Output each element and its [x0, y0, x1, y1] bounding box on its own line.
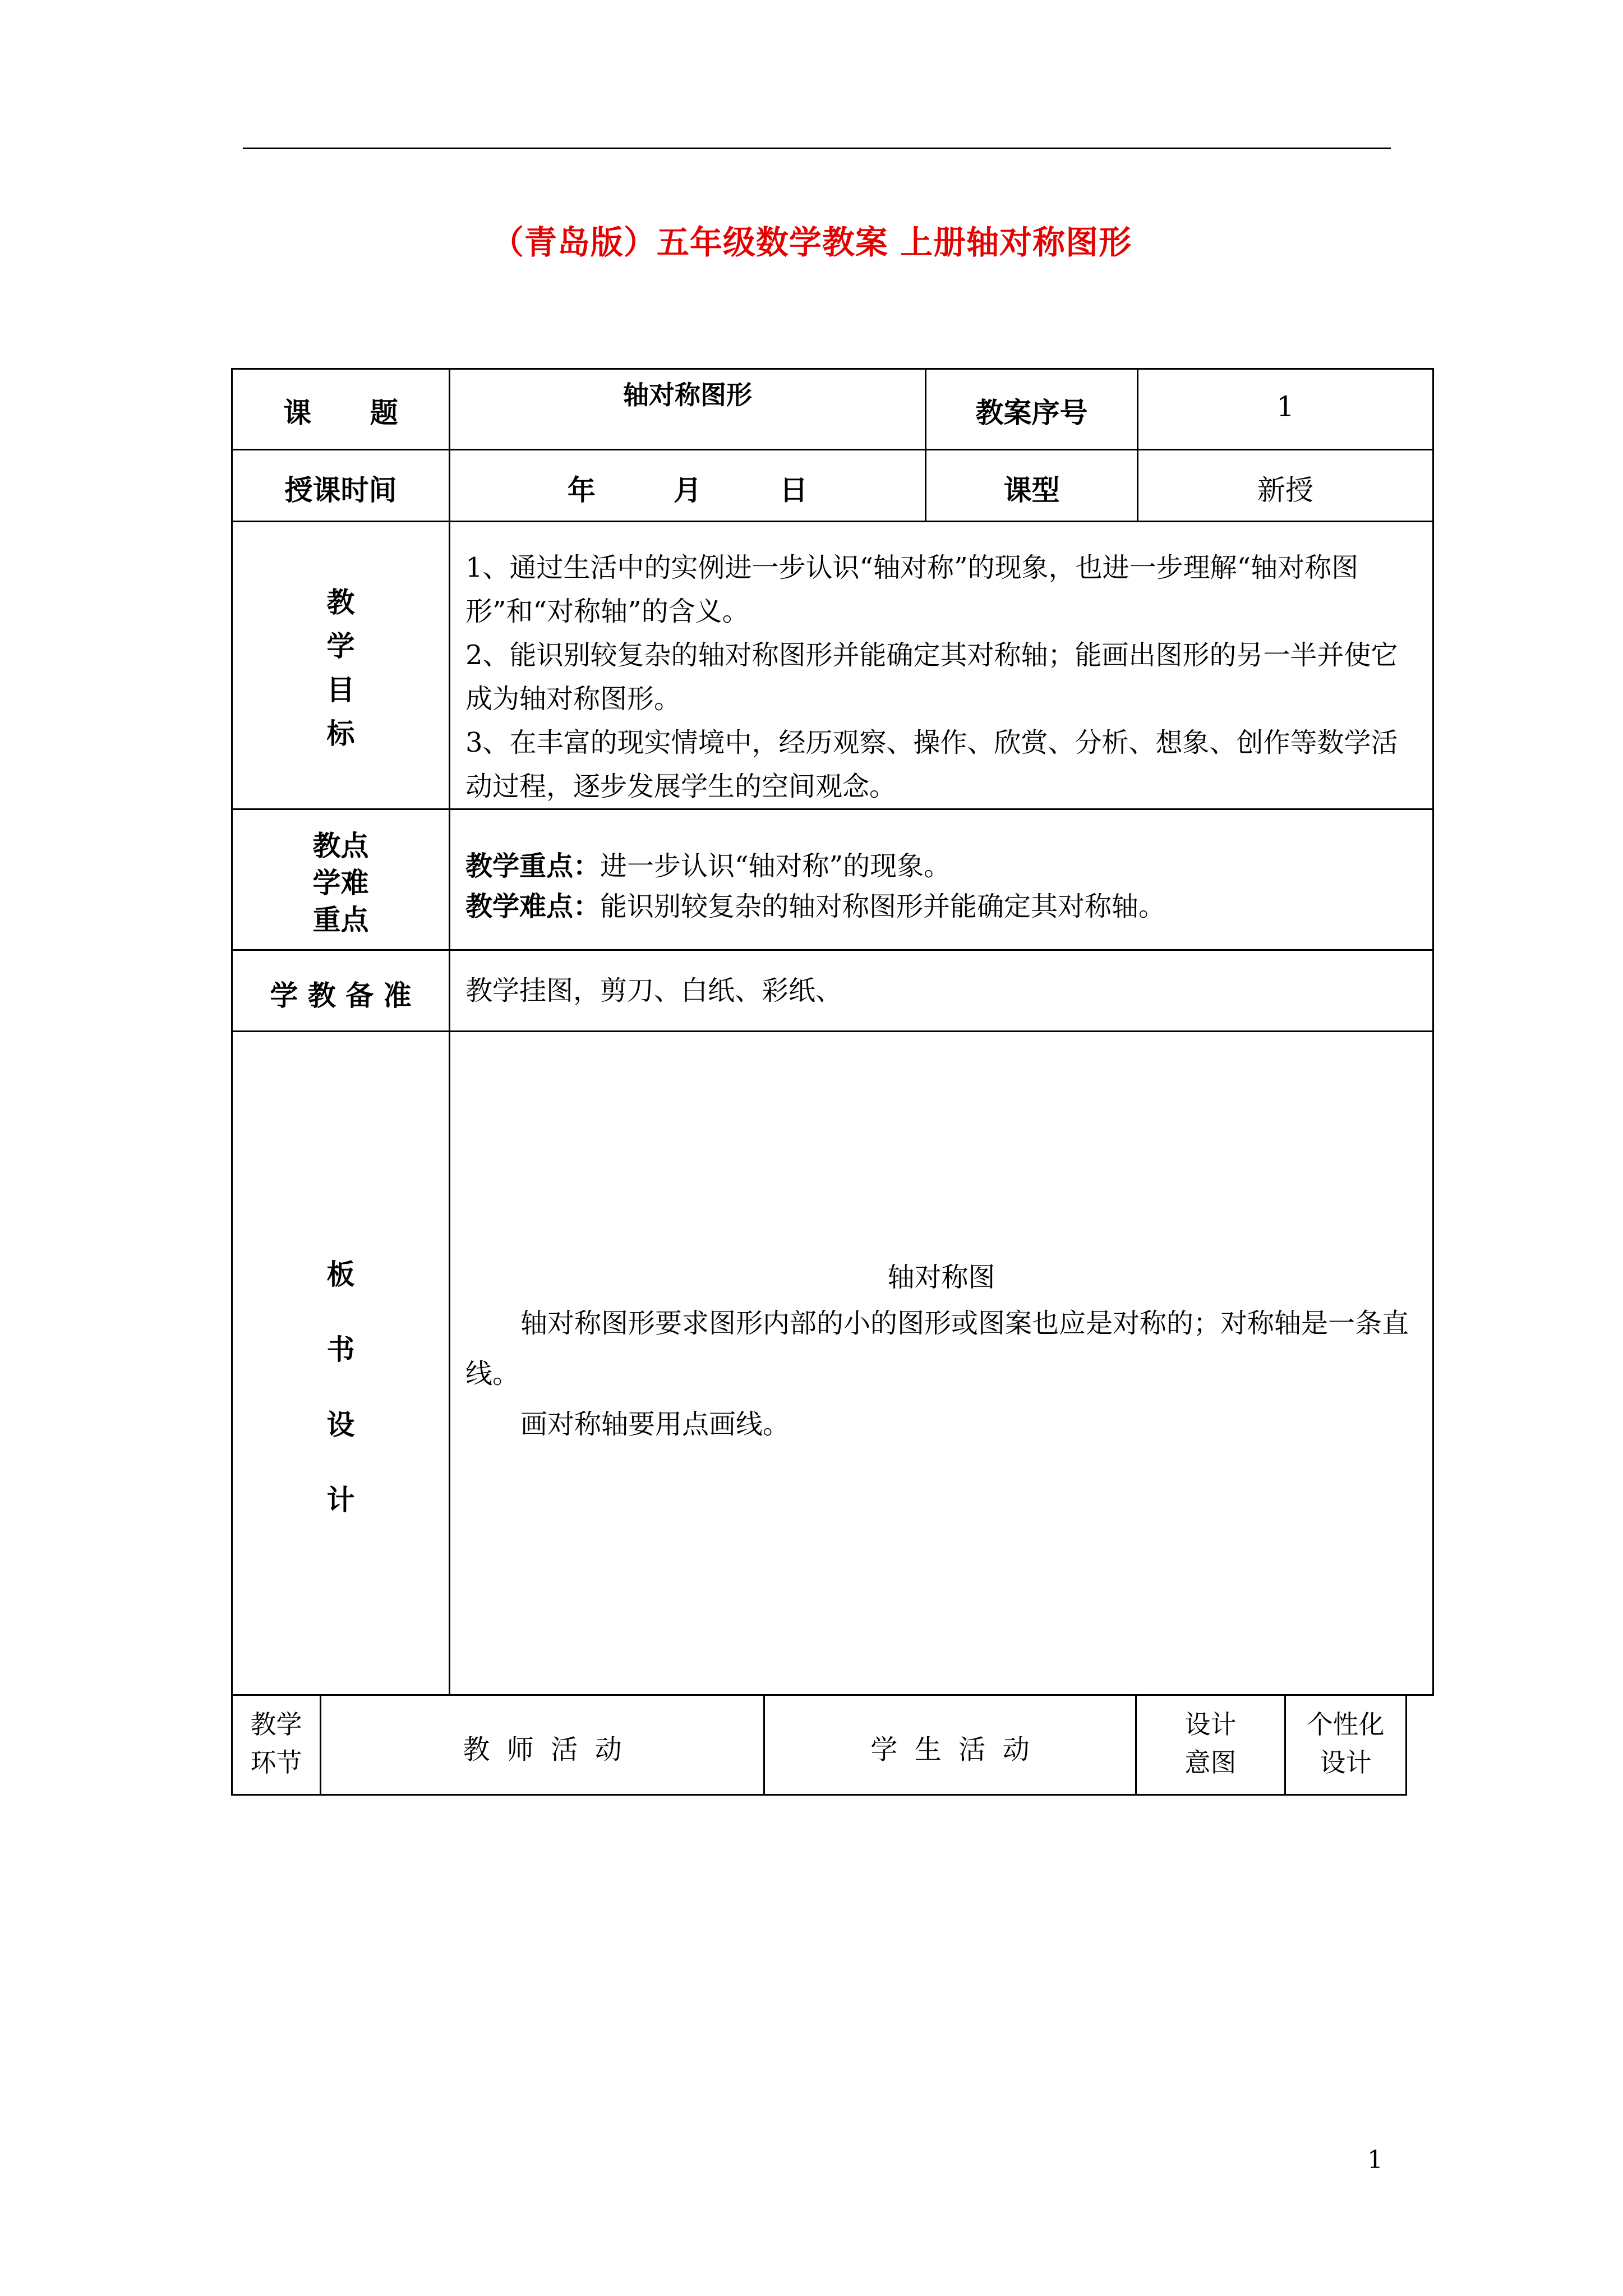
header-teacher: 教 师 活 动 [463, 1734, 622, 1765]
board-label: 板 书 设 计 [326, 1258, 355, 1516]
time-label: 授课时间 [284, 473, 397, 507]
keypoints-content [465, 846, 1419, 927]
keypoint-line: 教学重点：进一步认识“轴对称”的现象。 [465, 850, 951, 882]
header-stage: 教学 环节 [250, 1709, 302, 1778]
serial-value: 1 [1276, 390, 1294, 423]
prep-value: 教学挂图，剪刀、白纸、彩纸、 [465, 975, 843, 1006]
topic-label: 课 题 [283, 396, 398, 429]
header-design: 设计 意图 [1184, 1709, 1237, 1778]
board-line-1: 轴对称图形要求图形内部的小的图形或图案也应是对称的；对称轴是一条直线。 [465, 1308, 1409, 1389]
type-label: 课型 [1003, 473, 1060, 507]
topic-value: 轴对称图形 [623, 380, 752, 410]
board-heading: 轴对称图 [887, 1262, 995, 1293]
type-value: 新授 [1257, 474, 1313, 507]
goals-label: 教 学 目 标 [326, 586, 355, 750]
goals-list [465, 546, 1419, 808]
keypoints-label: 教点 学难 重点 [312, 829, 369, 936]
header-rule [243, 148, 1391, 149]
goal-item: 3、在丰富的现实情境中，经历观察、操作、欣赏、分析、想象、创作等数学活动过程，逐步发展学生的空间观念。 [465, 727, 1398, 802]
page-number: 1 [1367, 2146, 1383, 2174]
goal-item: 1、通过生活中的实例进一步认识“轴对称”的现象，也进一步理解“轴对称图形”和“对称轴”的含义。 [465, 552, 1359, 627]
board-text [465, 1298, 1419, 1450]
board-line-2: 画对称轴要用点画线。 [520, 1409, 790, 1440]
prep-label: 学 教 备 准 [270, 979, 412, 1012]
time-value: 年 月 日 [567, 473, 808, 507]
difficulty-line: 教学难点：能识别较复杂的轴对称图形并能确定其对称轴。 [465, 891, 1166, 922]
serial-label: 教案序号 [975, 396, 1088, 429]
header-personal: 个性化 设计 [1307, 1709, 1385, 1778]
goal-item: 2、能识别较复杂的轴对称图形并能确定其对称轴；能画出图形的另一半并使它成为轴对称图形。 [465, 639, 1398, 715]
header-student: 学 生 活 动 [870, 1734, 1030, 1765]
page-title: （青岛版）五年级数学教案 上册轴对称图形 [491, 223, 1132, 261]
